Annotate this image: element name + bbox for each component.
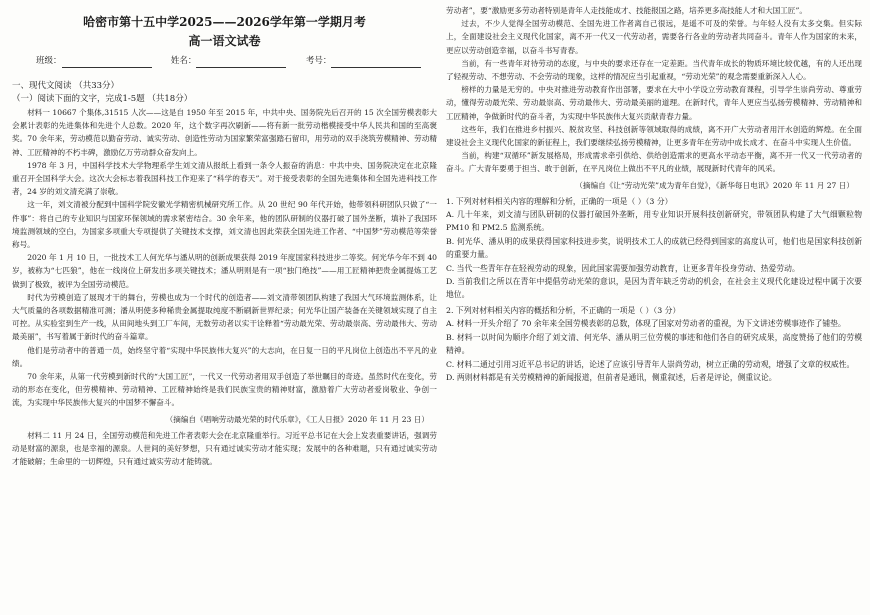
material2-paragraph: 榜样的力量是无穷的。中央对推进劳动教育作出部署，要求在大中小学设立劳动教育课程，引导学生崇尚劳动、尊重劳动，懂得劳动最光荣、劳动最崇高、劳动最伟大、劳动最美丽的道理。在新时代，青年人更应当弘扬劳模精神、劳动精神和工匠精神，争做新时代的奋斗者，为实现中华民族伟大复兴贡献青春力量。 — [446, 85, 862, 121]
material1-paragraph: 2020 年 1 月 10 日，一批技术工人何光华与潘从明的创新成果获得 2019 年度国家科技进步二等奖。何光华今年不到 40 岁，被称为“七匹狼”，他在一线岗位上研发出多项关键技术；潘从明则是有一项“独门绝技”——用工匠精神把贵金属提炼工艺做到了极致，被评为全国劳动模范。 — [12, 253, 437, 289]
student-info-line — [12, 54, 437, 68]
answer-option: D. 当前我们之所以在青年中提倡劳动光荣的意识，是因为青年缺乏劳动的机会，在社会主义现代化建设过程中属于次要地位。 — [446, 277, 862, 300]
material1-source: （摘编自《唱响劳动最光荣的时代乐章》，《工人日报》2020 年 11 月 23 日） — [165, 414, 429, 424]
question-stem: 2. 下列对材料相关内容的概括和分析，不正确的一项是（ ）（3 分） — [446, 305, 681, 315]
exam-subtitle: 高一语文试卷 — [188, 34, 261, 48]
material1-paragraph: 70 余年来，从第一代劳模到新时代的“大国工匠”，一代又一代劳动者用双手创造了举世瞩目的奇迹。虽然时代在变化，劳动的形态在变化，但劳模精神、劳动精神、工匠精神始终是我们民族宝贵的精神财富，激励着广大劳动者爱岗敬业、争创一流，为实现中华民族伟大复兴的中国梦不懈奋斗。 — [12, 372, 437, 408]
material1-paragraph: 这一年，刘文清被分配到中国科学院安徽光学精密机械研究所工作。从 20 世纪 90 年代开始，他带领科研团队只做了“一件事”：将自己的专业知识与国家环保领域的需求紧密结合。30 余年来，他的团队研制的仪器打破了国外垄断，填补了我国环境监测领域的空白，为国家多项重大专项提供了关键技术支撑，刘文清也因此荣获全国先进工作者、“中国梦”劳动模范等荣誉称号。 — [12, 200, 437, 250]
left-column — [12, 0, 437, 615]
class-blank[interactable] — [62, 57, 152, 68]
exam-no-label: 考号： — [305, 56, 332, 66]
section-subheading: （一）阅读下面的文字，完成1-5题 （共18分） — [12, 94, 193, 104]
question-stem: 1. 下列对材料相关内容的理解和分析，正确的一项是（ ）（3 分） — [446, 196, 673, 206]
material1-paragraph: 材料一 10667 个集体,31515 人次——这是自 1950 年至 2015 年，中共中央、国务院先后召开的 15 次全国劳模表彰大会累计表彰的先进集体和先进个人总数。2020 年，这个数字再次刷新——将有新一批劳动楷模接受中华人民共和国的至高褒奖。70 余年来，劳动模范以勤奋劳动、诚实劳动、创造性劳动为国家繁荣富强踏石留印，用劳动的双手浇筑劳模精神、劳动精神、工匠精神的不朽丰碑，激励亿万劳动群众奋发向上。 — [12, 108, 437, 157]
name-blank[interactable] — [196, 57, 286, 68]
class-label: 班级： — [36, 56, 62, 66]
answer-option: B. 材料一以时间为顺序介绍了刘文清、何光华、潘从明三位劳模的事迹和他们各自的研究成果，高度赞扬了他们的劳模精神。 — [446, 332, 862, 356]
material2-source: （摘编自《让“劳动光荣”成为青年自觉》，《新华每日电讯》2020 年 11 月 27 日） — [575, 180, 854, 190]
material1-paragraph: 他们是劳动者中的普通一员，始终坚守着“实现中华民族伟大复兴”的大志向，在日复一日的平凡岗位上创造出不平凡的业绩。 — [12, 345, 437, 368]
answer-option: A. 材料一开头介绍了 70 余年来全国劳模表彰的总数，体现了国家对劳动者的重视，为下文讲述劳模事迹作了铺垫。 — [446, 319, 846, 329]
material2-paragraph: 这些年，我们在推进乡村振兴、脱贫攻坚、科技创新等领域取得的成绩，离不开广大劳动者用汗水创造的辉煌。在全面建设社会主义现代化国家的新征程上，我们要继续弘扬劳模精神，让更多青年在劳动中成长成才、在奋斗中实现人生价值。 — [446, 124, 862, 148]
answer-option: B. 何光华、潘从明的成果获得国家科技进步奖，说明技术工人的成就已经得到国家的高度认可，他们也是国家科技创新的重要力量。 — [446, 236, 862, 260]
exam-title: 哈密市第十五中学2025——2026学年第一学期月考 — [83, 15, 366, 29]
material2-paragraph: 材料二 11 月 24 日，全国劳动模范和先进工作者表彰大会在北京隆重举行。习近平总书记在大会上发表重要讲话，强调劳动是财富的源泉，也是幸福的源泉。人世间的美好梦想，只有通过诚实劳动才能实现；发展中的各种难题，只有通过诚实劳动才能破解；生命里的一切辉煌，只有通过诚实劳动才能铸就。 — [12, 430, 437, 467]
material2-paragraph: 当前，有一些青年对待劳动的态度，与中央的要求还存在一定差距。当代青年成长的物质环境比较优越，有的人还出现了轻视劳动、不想劳动、不会劳动的现象，这样的情况应当引起重视，“劳动光荣”的观念需要重新深入人心。 — [446, 58, 862, 82]
material2-paragraph: 过去，不少人觉得全国劳动模范、全国先进工作者离自己很远，是遥不可及的荣誉。与年轻人没有太多交集。但实际上，全面建设社会主义现代化国家，离不开一代又一代劳动者，需要各行各业的劳动者共同奋斗。青年人作为国家的未来，更应以劳动创造幸福，以奋斗书写青春。 — [446, 19, 862, 55]
name-label: 姓名： — [170, 56, 197, 66]
answer-option: D. 两则材料都是有关劳模精神的新闻报道，但前者是通讯，侧重叙述，后者是评论，侧重议论。 — [446, 372, 777, 382]
right-column — [446, 0, 862, 615]
exam-no-blank[interactable] — [331, 57, 421, 68]
answer-option: A. 几十年来，刘文清与团队研制的仪器打破国外垄断，用专业知识开展科技创新研究，带领团队构建了大气细颗粒物 PM10 和 PM2.5 监测系统。 — [446, 210, 862, 233]
answer-option: C. 当代一些青年存在轻视劳动的现象，因此国家需要加强劳动教育，让更多青年投身劳动、热爱劳动。 — [446, 263, 800, 273]
material2-paragraph: 劳动者”，要“激励更多劳动者特别是青年人走技能成才、技能报国之路，培养更多高技能人才和大国工匠”。 — [446, 6, 807, 15]
material1-paragraph: 时代为劳模创造了展现才干的舞台，劳模也成为一个时代的创造者——刘文清带领团队构建了我国大气环境监测体系，让大气质量的各项数据精准可测；潘从明使多种稀贵金属提取纯度不断刷新世界纪录；何光华让国产装备在关键领域实现了自主可控。从实验室到生产一线，从田间地头到工厂车间，无数劳动者以实干诠释着“劳动最光荣、劳动最崇高、劳动最伟大、劳动最美丽”，书写着属于新时代的奋斗篇章。 — [12, 292, 437, 342]
section-heading: 一、现代文阅读 （共33分） — [12, 81, 120, 91]
answer-option: C. 材料二通过引用习近平总书记的讲话，论述了应该引导青年人崇尚劳动，树立正确的劳动观，增强了文章的权威性。 — [446, 359, 855, 369]
material2-paragraph: 当前，构建“双循环”新发展格局，形成需求牵引供给、供给创造需求的更高水平动态平衡，离不开一代又一代劳动者的奋斗。广大青年要勇于担当、敢于创新，在平凡岗位上做出不平凡的业绩，展现新时代青年的风采。 — [446, 151, 862, 174]
material1-paragraph: 1978 年 3 月，中国科学技术大学物理系学生刘文清从报纸上看到一条令人振奋的消息：中共中央、国务院决定在北京隆重召开全国科学大会。这次大会标志着我国科技工作迎来了“科学的春天”。对于接受表彰的全国先进集体和全国先进科技工作者，24 岁的刘文清充满了崇敬。 — [12, 160, 437, 197]
